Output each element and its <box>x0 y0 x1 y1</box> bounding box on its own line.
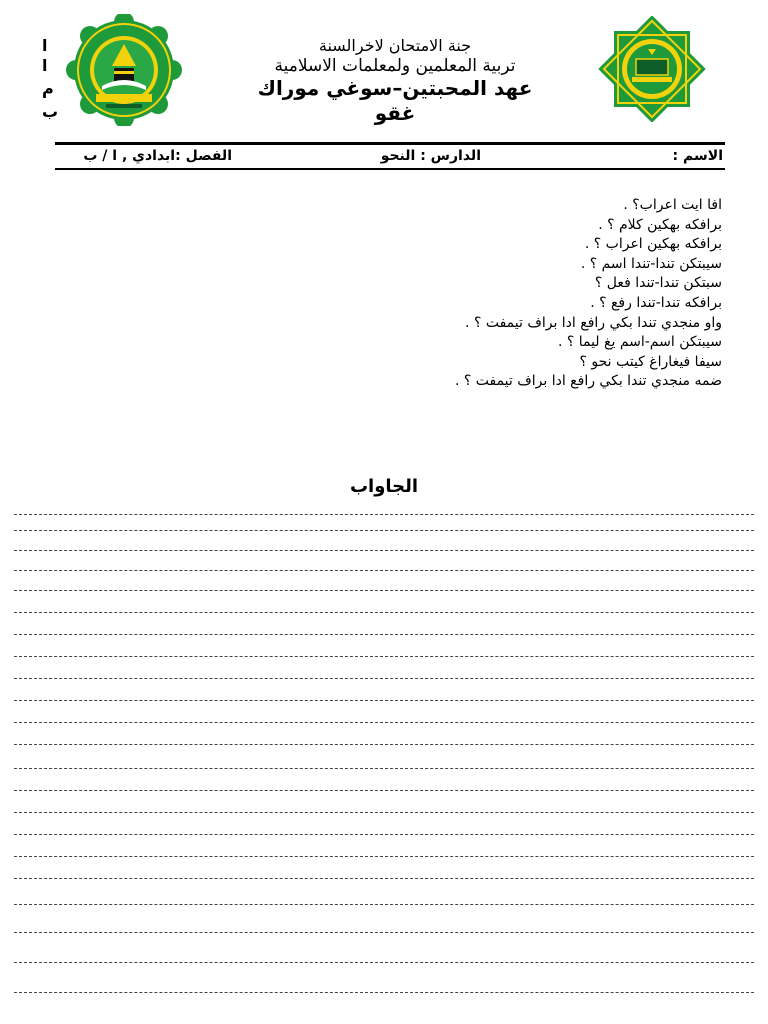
question-item: برافكه تندا-تندا رفع ؟ . <box>590 294 722 311</box>
answer-line <box>14 812 754 813</box>
name-label: الاسم : <box>672 148 723 164</box>
answer-line <box>14 656 754 657</box>
institute-name: عهد المحبتين–سوغي موراك <box>257 76 533 100</box>
question-item: سبتكن تندا-تندا فعل ؟ <box>594 275 722 292</box>
answer-line <box>14 590 754 591</box>
answer-line <box>14 878 754 879</box>
answer-line <box>14 834 754 835</box>
answer-line <box>14 744 754 745</box>
answer-line <box>14 514 754 515</box>
clipped-text-1: ا <box>42 36 48 55</box>
institution-star-right-logo <box>598 16 706 122</box>
answer-line <box>14 992 754 993</box>
answer-line <box>14 634 754 635</box>
clipped-text-4: ب <box>42 102 59 121</box>
answer-line <box>14 678 754 679</box>
subject-label: الدارس : النحو <box>380 148 481 164</box>
answer-line <box>14 904 754 905</box>
class-label: الفصل :ابدادي , ا / ب <box>83 148 232 164</box>
answer-line <box>14 570 754 571</box>
clipped-text-2: ا <box>42 56 48 75</box>
answer-line <box>14 612 754 613</box>
institution-seal-left-logo <box>66 14 182 126</box>
answer-line <box>14 722 754 723</box>
question-item: سيبتكن تندا-تندا اسم ؟ . <box>580 255 722 272</box>
answer-line <box>14 768 754 769</box>
institute-location: غقو <box>374 101 416 125</box>
student-info-row <box>55 148 725 170</box>
header-divider-top <box>55 142 725 145</box>
exam-committee-title: جنة الامتحان لاخرالسنة <box>318 36 472 55</box>
answer-line <box>14 550 754 551</box>
question-item: سيفا فيغاراغ كيتب نحو ؟ <box>579 353 722 370</box>
answer-line <box>14 932 754 933</box>
question-item: برافكه بهكين اعراب ؟ . <box>584 236 722 253</box>
question-item: برافكه بهكين كلام ؟ . <box>598 216 722 233</box>
question-item: واو منجدي تندا بكي رافع ادا براف تيمفت ؟ . <box>465 314 722 331</box>
answer-line <box>14 790 754 791</box>
answer-section-title: الجاواب <box>349 476 419 497</box>
teacher-training-title: تربية المعلمين ولمعلمات الاسلامية <box>274 56 516 76</box>
header-divider-bottom <box>55 168 725 170</box>
answer-line <box>14 962 754 963</box>
question-item: ضمه منجدي تندا بكي رافع ادا براف تيمفت ؟ . <box>454 373 722 390</box>
answer-line <box>14 530 754 531</box>
answer-line <box>14 856 754 857</box>
clipped-text-3: م <box>42 79 54 98</box>
question-list <box>322 196 722 392</box>
answer-line <box>14 700 754 701</box>
question-item: افا ايت اعراب؟ . <box>623 197 722 213</box>
question-item: سيبتكن اسم-اسم يغ ليما ؟ . <box>557 334 722 351</box>
